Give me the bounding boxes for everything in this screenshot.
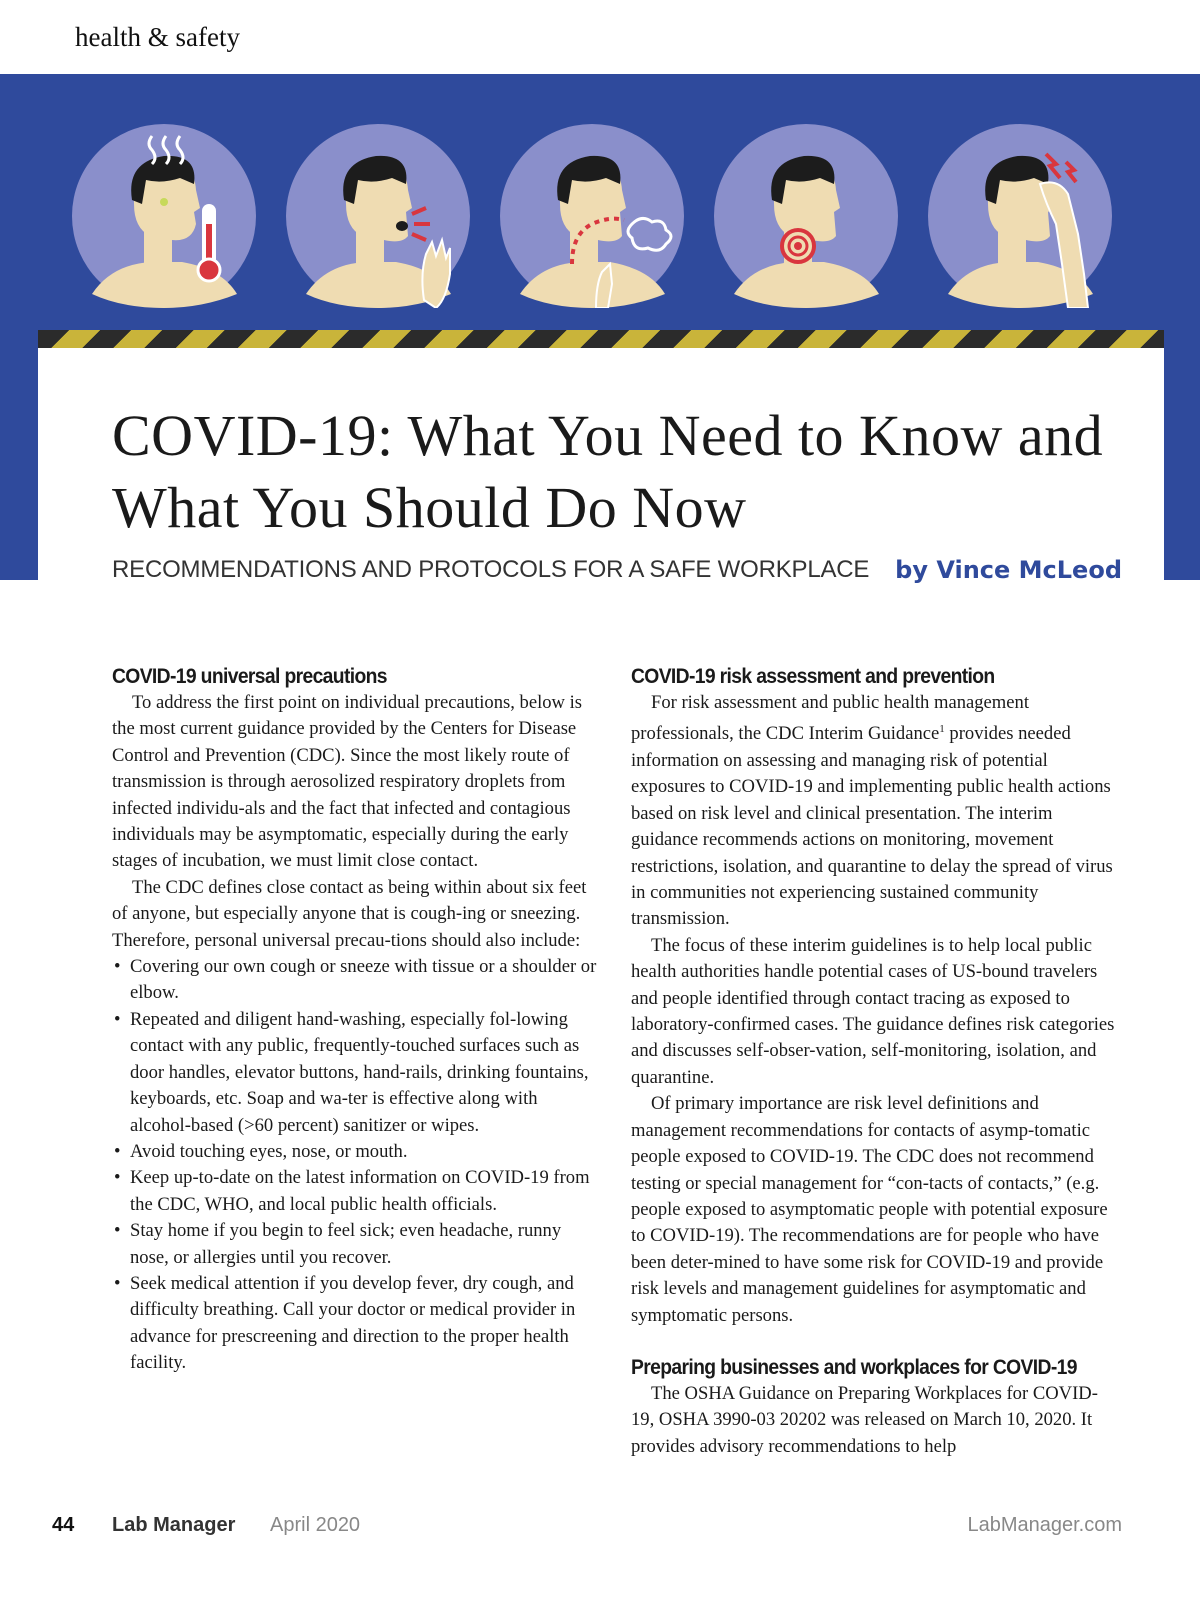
- footnote-ref: 1: [939, 723, 945, 736]
- shortness-of-breath-icon: [500, 124, 684, 308]
- section-label: health & safety: [75, 22, 240, 52]
- left-column: [112, 664, 598, 1377]
- precautions-list: [112, 954, 598, 1377]
- page-number: 44: [52, 1514, 75, 1536]
- list-item: • Covering our own cough or sneeze with tissue or a shoulder or elbow.: [112, 954, 598, 1007]
- list-item: • Keep up-to-date on the latest information on COVID-19 from the CDC, WHO, and local public health officials.: [112, 1165, 598, 1218]
- section-heading: COVID-19 risk assessment and prevention: [631, 665, 995, 688]
- fever-icon: [72, 124, 256, 308]
- right-column: [631, 664, 1117, 1460]
- list-item: • Repeated and diligent hand-washing, especially fol-lowing contact with any public, frequently-touched surfaces such as door handles, elevator buttons, hand-rails, drinking fountains, keyboards, etc. Soap and wa-ter is effective along with alcohol-based (>60 percent) sanitizer or wipes.: [112, 1007, 598, 1139]
- list-item: • Stay home if you begin to feel sick; even headache, runny nose, or allergies until you recover.: [112, 1218, 598, 1271]
- byline: by Vince McLeod: [895, 556, 1122, 584]
- section-heading: COVID-19 universal precautions: [112, 665, 387, 688]
- paragraph: Of primary importance are risk level definitions and management recommendations for contacts of asymp-tomatic people exposed to COVID-19. The CDC does not recommend testing or special management for “con-tacts of contacts,” (e.g. people exposed to asymptomatic people with potential exposure to COVID-19). The recommendations are for people who have been deter-mined to have some risk for COVID-19 and provide risk levels and management guidelines for asymptomatic and symptomatic persons.: [631, 1093, 1108, 1326]
- paragraph-text: provides needed information on assessing and managing risk of potential exposures to COVID-19 and implementing public health actions based on risk level and clinical presentation. The interim guidance recommends actions on monitoring, movement restrictions, isolation, and quarantine to delay the spread of virus in communities not experiencing sustained community transmission.: [631, 723, 1113, 930]
- magazine-name: Lab Manager: [112, 1514, 236, 1536]
- paragraph-text: For risk assessment and public health management professionals, the CDC Interim Guidance: [631, 692, 1029, 745]
- issue-date: April 2020: [270, 1514, 361, 1536]
- article-deck: RECOMMENDATIONS AND PROTOCOLS FOR A SAFE WORKPLACE: [112, 556, 870, 583]
- hazard-stripe: [38, 330, 1164, 348]
- list-item: • Avoid touching eyes, nose, or mouth.: [112, 1139, 598, 1165]
- list-item: • Seek medical attention if you develop fever, dry cough, and difficulty breathing. Call your doctor or medical provider in advance for prescreening and direction to the proper health facility.: [112, 1271, 598, 1377]
- paragraph: To address the first point on individual precautions, below is the most current guidance provided by the Centers for Disease Control and Prevention (CDC). Since the most likely route of transmission is through aerosolized respiratory droplets from infected individu-als and the fact that infected and contagious individuals may be asymptomatic, especially during the early stages of incubation, we must limit close contact.: [112, 692, 583, 872]
- section-heading: Preparing businesses and workplaces for COVID-19: [631, 1355, 1077, 1379]
- paragraph: The CDC defines close contact as being within about six feet of anyone, but especially anyone that is cough-ing or sneezing. Therefore, personal universal precau-tions should also include:: [112, 876, 587, 951]
- headache-icon: [928, 124, 1112, 308]
- article-title: COVID-19: What You Need to Know and What You Should Do Now: [112, 403, 1104, 540]
- website: LabManager.com: [967, 1514, 1122, 1536]
- paragraph: The OSHA Guidance on Preparing Workplaces for COVID-19, OSHA 3990-03 20202 was released on March 10, 2020. It provides advisory recommendations to help: [631, 1382, 1098, 1457]
- paragraph: [631, 690, 1117, 933]
- cough-icon: [286, 124, 470, 308]
- sore-throat-icon: [714, 124, 898, 308]
- page-footer: [0, 1514, 1200, 1544]
- paragraph: The focus of these interim guidelines is to help local public health authorities handle potential cases of US-bound travelers and people identified through contact tracing as exposed to laboratory-confirmed cases. The guidance defines risk categories and discusses self-obser-vation, self-monitoring, isolation, and quarantine.: [631, 934, 1115, 1088]
